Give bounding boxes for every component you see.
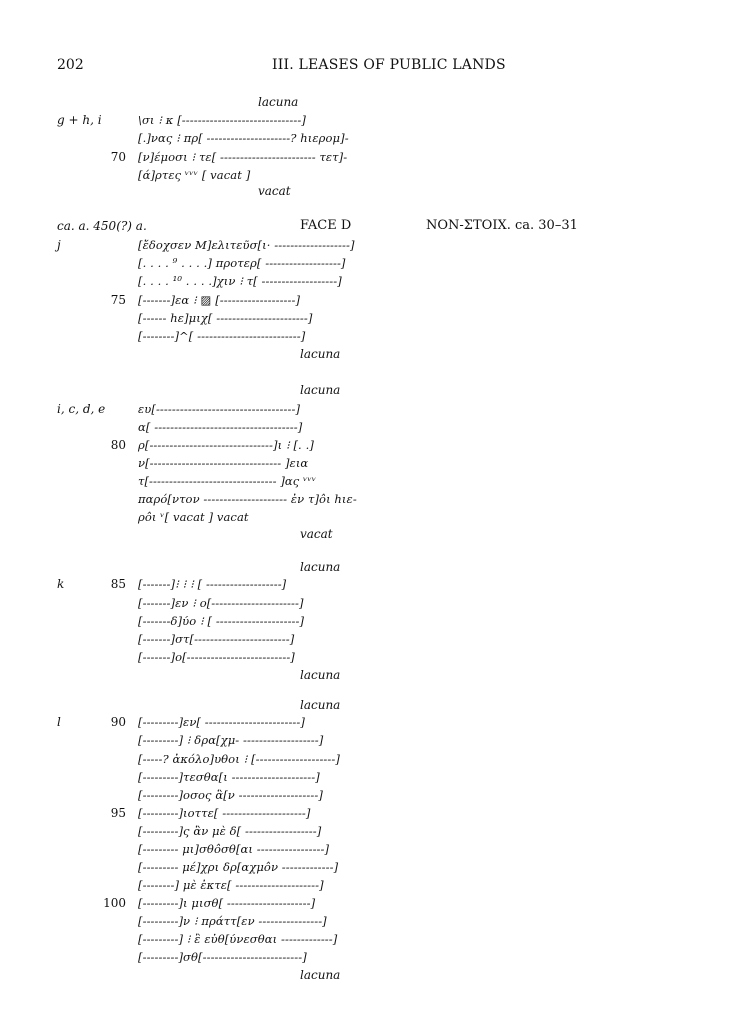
- text-line: [-------]⁝ ⁝ ⁝ [ -------------------]: [138, 577, 287, 591]
- stoichedon-note: NON-ΣΤΟΙΧ. ca. 30–31: [426, 218, 578, 233]
- text-line: \σι ⁝ κ [------------------------------]: [138, 113, 306, 127]
- text-line: ν[--------------------------------- ]εια: [138, 456, 309, 470]
- line-number: 80: [110, 438, 126, 452]
- text-line: α[ ------------------------------------]: [138, 420, 303, 434]
- lacuna-label: lacuna: [300, 668, 341, 682]
- text-line: [---------]οσος ἃ[ν --------------------]: [138, 788, 323, 802]
- text-line: [---------]τεσθα[ι ---------------------]: [138, 770, 320, 784]
- text-line: [ν]έμοσι ⁝ τε[ ------------------------ τετ]-: [138, 150, 348, 164]
- text-line: [------ hε]μιχ[ -----------------------]: [138, 311, 313, 325]
- fragment-label: i, c, d, e: [57, 402, 106, 416]
- text-line: [-------]ο[--------------------------]: [138, 650, 295, 664]
- text-line: [--------]^[ --------------------------]: [138, 329, 306, 343]
- fragment-label: l: [57, 715, 61, 729]
- date-label: ca. a. 450(?) a.: [57, 219, 147, 233]
- lacuna-label: lacuna: [258, 95, 299, 109]
- text-line: [-------]εα ⁝ ▨ [-------------------]: [138, 293, 301, 307]
- lacuna-label: lacuna: [300, 383, 341, 397]
- text-line: τ[-------------------------------- ]ας ᵛᵛᵛ: [138, 474, 317, 488]
- text-line: [ά]ρτες ᵛᵛᵛ [ vacat ]: [138, 168, 251, 182]
- lacuna-label: lacuna: [300, 560, 341, 574]
- text-line: [---------] ⁝ δρα[χμ- -------------------]: [138, 733, 324, 747]
- line-number: 70: [110, 150, 126, 164]
- text-line: [--------- μι]σθôσθ[αι -----------------]: [138, 842, 330, 856]
- text-line: ευ[-----------------------------------]: [138, 402, 301, 416]
- line-number: 75: [110, 293, 126, 307]
- fragment-label: g + h, i: [57, 113, 102, 127]
- running-title: III. LEASES OF PUBLIC LANDS: [272, 57, 506, 73]
- text-line: [ἔδοχσεν Μ]ελιτεῦσ[ι· -------------------]: [138, 238, 355, 252]
- text-line: [. . . . ⁹ . . . .] προτερ[ -------------------]: [138, 256, 346, 270]
- text-line: [--------- μέ]χρι δρ[αχμôν -------------]: [138, 860, 339, 874]
- text-line: [-------]εν ⁝ ο[----------------------]: [138, 596, 304, 610]
- text-line: ρôι ᵛ[ vacat ] vacat: [138, 510, 249, 524]
- lacuna-label: lacuna: [300, 698, 341, 712]
- text-line: [-----? ἀκόλο]υθοι ⁝ [--------------------]: [138, 752, 340, 766]
- text-line: παρό[ντον --------------------- ἐν τ]ôι hιε-: [138, 492, 357, 506]
- text-line: [. . . . ¹⁰ . . . .]χιν ⁝ τ[ -------------------]: [138, 274, 342, 288]
- text-line: [---------] ⁝ ἒ εὐθ[ύνεσθαι -------------]: [138, 932, 338, 946]
- line-number: 100: [103, 896, 126, 910]
- face-title: FACE D: [300, 218, 352, 233]
- lacuna-label: lacuna: [300, 347, 341, 361]
- text-line: [---------]εν[ ------------------------]: [138, 715, 305, 729]
- line-number: 90: [110, 715, 126, 729]
- text-line: [-------δ]ύο ⁝ [ ---------------------]: [138, 614, 305, 628]
- text-line: [---------]ς ἂν μὲ δ[ ------------------]: [138, 824, 322, 838]
- text-line: [---------]σθ[-------------------------]: [138, 950, 307, 964]
- vacat-label: vacat: [258, 184, 291, 198]
- line-number: 85: [110, 577, 126, 591]
- lacuna-label: lacuna: [300, 968, 341, 982]
- fragment-label: k: [57, 577, 65, 591]
- line-number: 95: [110, 806, 126, 820]
- text-line: [.]νας ⁝ πρ[ ---------------------? hιερομ]-: [138, 131, 349, 145]
- text-line: ρ[-------------------------------]ι ⁝ [. .]: [138, 438, 314, 452]
- text-line: [---------]ν ⁝ πράττ[εν ----------------]: [138, 914, 327, 928]
- text-line: [-------]στ[------------------------]: [138, 632, 295, 646]
- page-number: 202: [57, 57, 84, 73]
- fragment-label: j: [57, 238, 61, 252]
- text-line: [---------]ι μισθ[ ---------------------]: [138, 896, 316, 910]
- text-line: [---------]ιοττε[ ---------------------]: [138, 806, 311, 820]
- text-line: [--------] μὲ ἐκτε[ ---------------------]: [138, 878, 324, 892]
- vacat-label: vacat: [300, 527, 333, 541]
